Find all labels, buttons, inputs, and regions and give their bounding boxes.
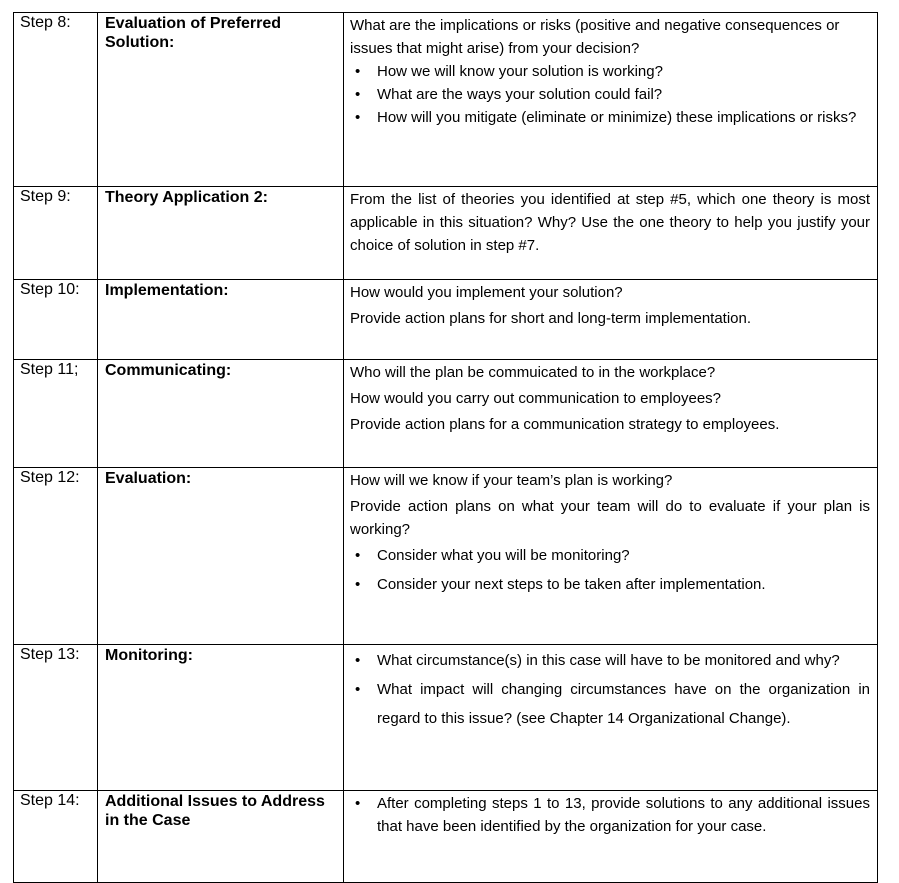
list-item: • What are the ways your solution could fail? — [350, 83, 870, 106]
case-analysis-steps-table — [13, 12, 878, 883]
description-line: How would you implement your solution? — [350, 284, 623, 301]
table-row-step-9 — [14, 187, 878, 280]
description-line: Provide action plans on what your team will do to evaluate if your plan is working? — [350, 498, 870, 538]
description-line: How would you carry out communication to employees? — [350, 390, 722, 407]
step-title: Additional Issues to Address in the Case — [98, 791, 344, 883]
description-text: What are the implications or risks (positive and negative consequences or issues that might arise) from your decision? — [350, 17, 840, 57]
step-number: Step 9: — [14, 187, 98, 280]
step-title: Monitoring: — [98, 645, 344, 791]
step-title: Theory Application 2: — [98, 187, 344, 280]
step-title: Evaluation of Preferred Solution: — [98, 13, 344, 187]
description-text: From the list of theories you identified at step #5, which one theory is most applicable in this situation? Why? Use the one theory to help you justify your choice of solution in step #7. — [350, 191, 870, 254]
bullet-list — [350, 544, 870, 596]
step-title: Implementation: — [98, 280, 344, 360]
table-row-step-8 — [14, 13, 878, 187]
step-number: Step 8: — [14, 13, 98, 187]
list-item: • What circumstance(s) in this case will have to be monitored and why? — [350, 646, 870, 675]
list-item: • How will you mitigate (eliminate or minimize) these implications or risks? — [350, 106, 870, 129]
step-title: Evaluation: — [98, 468, 344, 645]
step-description — [344, 187, 878, 280]
list-item: • What impact will changing circumstances have on the organization in regard to this issue? (see Chapter 14 Organizational Change). — [350, 675, 870, 733]
list-item: • How we will know your solution is working? — [350, 60, 870, 83]
table-row-step-12 — [14, 468, 878, 645]
step-description — [344, 468, 878, 645]
step-number: Step 11; — [14, 360, 98, 468]
table-row-step-10 — [14, 280, 878, 360]
step-number: Step 14: — [14, 791, 98, 883]
step-description — [344, 360, 878, 468]
description-line: Provide action plans for a communication strategy to employees. — [350, 416, 780, 433]
step-number: Step 10: — [14, 280, 98, 360]
bullet-list — [350, 60, 870, 129]
step-description — [344, 645, 878, 791]
bullet-list — [350, 646, 870, 733]
description-line: Who will the plan be commuicated to in the workplace? — [350, 364, 716, 381]
step-description — [344, 13, 878, 187]
list-item: • Consider what you will be monitoring? — [350, 544, 870, 567]
description-line: Provide action plans for short and long-term implementation. — [350, 310, 752, 327]
table-row-step-13 — [14, 645, 878, 791]
list-item: • Consider your next steps to be taken after implementation. — [350, 573, 870, 596]
step-title: Communicating: — [98, 360, 344, 468]
step-description — [344, 280, 878, 360]
step-number: Step 12: — [14, 468, 98, 645]
step-description — [344, 791, 878, 883]
list-item: • After completing steps 1 to 13, provide solutions to any additional issues that have been identified by the organization for your case. — [350, 792, 870, 838]
table-row-step-11 — [14, 360, 878, 468]
table-row-step-14 — [14, 791, 878, 883]
step-number: Step 13: — [14, 645, 98, 791]
description-line: How will we know if your team’s plan is working? — [350, 472, 673, 489]
bullet-list — [350, 792, 870, 838]
